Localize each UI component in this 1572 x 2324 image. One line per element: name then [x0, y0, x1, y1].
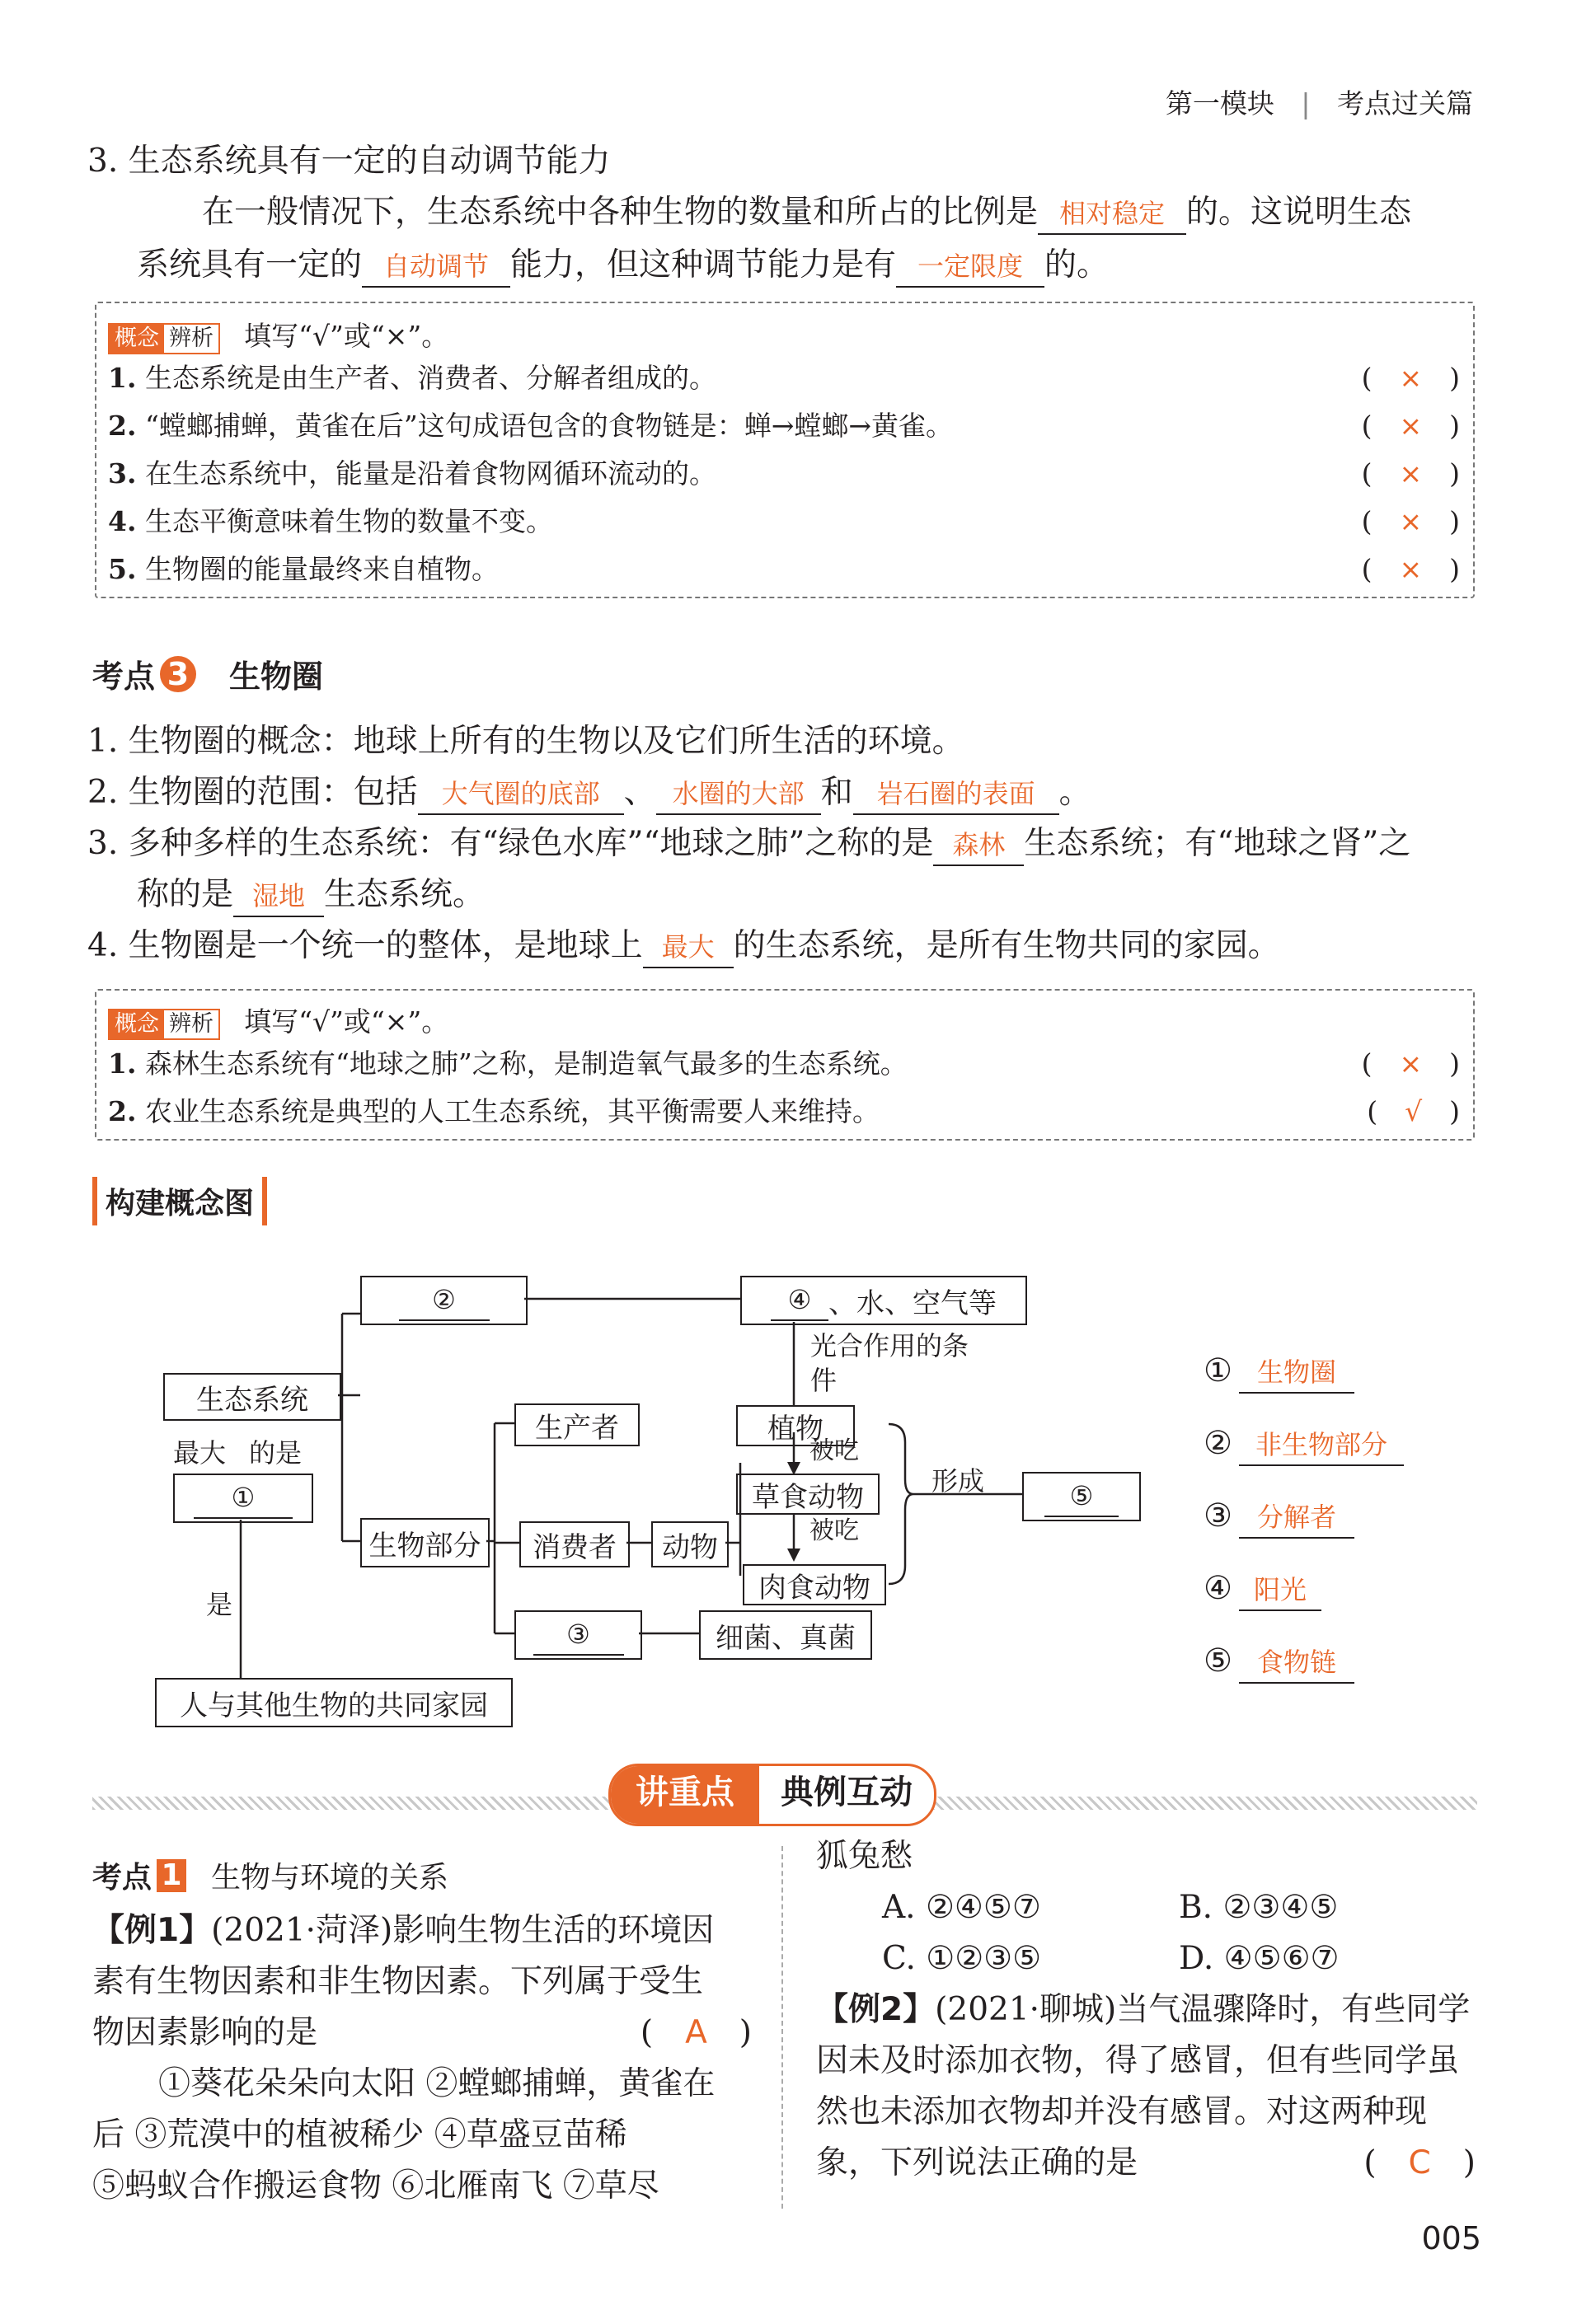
answer-blank: 湿地	[233, 876, 324, 917]
concept-map-heading: 构建概念图	[92, 1177, 267, 1225]
answer-blank: 岩石圈的表面	[853, 774, 1059, 815]
label-eaten-2: 被吃	[809, 1516, 859, 1545]
node-herbivore: 草食动物	[736, 1474, 880, 1515]
node-c1: ①	[173, 1474, 313, 1523]
box2-instruction: 填写“√”或“×”。	[244, 1005, 449, 1038]
node-consumer: 消费者	[519, 1521, 630, 1567]
label-de-shi: 的是	[249, 1437, 303, 1469]
section-banner	[608, 1764, 936, 1826]
answer-blank: 森林	[933, 825, 1024, 866]
list-item: 4. 生态平衡意味着生物的数量不变。 ( × )	[108, 505, 1460, 537]
kp3-number-badge: 3	[160, 656, 196, 692]
list-item: 5. 生物圈的能量最终来自植物。 ( × )	[108, 553, 1460, 585]
kp1-title: 生物与环境的关系	[211, 1861, 449, 1895]
node-c2: ②	[360, 1276, 528, 1325]
right-column: 狐兔愁 A. ②④⑤⑦ B. ②③④⑤ C. ①②③⑤ D. ④⑤⑥⑦ 【例2】(2021·聊城)当气温骤降时，有些同学 因未及时添加衣物，得了感冒，但有些同学虽 然也未添加衣物却并没有感冒。对这两种现 象，下列说法正确的是 ( C )	[816, 1838, 1476, 2181]
kp3-heading: 考点 3 生物圈	[92, 651, 323, 696]
list-item: 2. 农业生态系统是典型的人工生态系统，其平衡需要人来维持。 ( √ )	[108, 1095, 1460, 1127]
concept-map-answers	[1204, 1335, 1404, 1698]
answer-row: ③ 分解者	[1204, 1480, 1404, 1553]
node-plant: 植物	[736, 1405, 855, 1446]
module-label: 第一模块	[1165, 87, 1274, 119]
kp3-line3: 3. 多种多样的生态系统：有“绿色水库”“地球之肺”之称的是 森林 生态系统；有“地球之肾”之	[87, 819, 1410, 869]
concept-tag: 概念 辨析	[108, 1009, 220, 1040]
concept-tag: 概念 辨析	[108, 323, 220, 354]
node-home: 人与其他生物的共同家园	[155, 1678, 513, 1727]
answer-row: ② 非生物部分	[1204, 1408, 1404, 1480]
node-producer: 生产者	[514, 1403, 640, 1446]
label-eaten-1: 被吃	[809, 1436, 859, 1465]
node-c5: ⑤	[1022, 1472, 1141, 1521]
kp3-line2: 2. 生物圈的范围：包括 大气圈的底部 、 水圈的大部 和 岩石圈的表面 。	[87, 768, 1091, 818]
answer-row: ⑤ 食物链	[1204, 1625, 1404, 1698]
answer-blank: 自动调节	[362, 246, 510, 288]
kp3-line4: 称的是 湿地 生态系统。	[137, 870, 485, 920]
list-item: 1. 生态系统是由生产者、消费者、分解者组成的。 ( × )	[108, 362, 1460, 394]
example-1: 【例1】(2021·菏泽)影响生物生活的环境因 素有生物因素和非生物因素。下列属于受生 物因素影响的是 ( A ) ①葵花朵朵向太阳 ②螳螂捕蝉，黄雀在 后 ③荒漠中的植被稀少 ④草盛豆苗稀 ⑤蚂蚁合作搬运食物 ⑥北雁南飞 ⑦草尽	[92, 1912, 752, 2205]
answer-row: ① 生物圈	[1204, 1335, 1404, 1408]
section-label: 考点过关篇	[1337, 87, 1473, 119]
node-c3: ③	[514, 1610, 642, 1660]
kp3-title: 生物圈	[229, 658, 324, 695]
kp3-line1: 1. 生物圈的概念：地球上所有的生物以及它们所生活的环境。	[87, 723, 964, 760]
answer-blank: 大气圈的底部	[418, 774, 624, 815]
answer-blank: 水圈的大部	[656, 774, 821, 815]
banner-left: 讲重点	[611, 1766, 759, 1824]
list-item: 1. 森林生态系统有“地球之肺”之称，是制造氧气最多的生态系统。 ( × )	[108, 1047, 1460, 1080]
answer-blank: 相对稳定	[1038, 194, 1186, 235]
option-d: D. ④⑤⑥⑦	[1179, 1940, 1340, 1977]
example-2-answer: C	[1408, 2144, 1431, 2181]
option-c: C. ①②③⑤	[882, 1940, 1042, 1977]
label-largest: 最大	[173, 1437, 227, 1469]
page-number: 005	[1421, 2220, 1481, 2256]
example-1-label: 【例1】	[92, 1912, 212, 1949]
label-form: 形成	[931, 1465, 985, 1497]
kp1-heading: 考点 1 生物与环境的关系	[92, 1854, 448, 1896]
sec3-para-line2: 系统具有一定的 自动调节 能力，但这种调节能力是有 一定限度 的。	[137, 241, 1109, 290]
node-fungi: 细菌、真菌	[699, 1610, 872, 1660]
node-ecosystem: 生态系统	[163, 1373, 341, 1421]
example-1-answer: A	[685, 2014, 707, 2051]
kp1-number-badge: 1	[157, 1859, 186, 1892]
node-photosynthesis: 光合作用的条件	[810, 1330, 969, 1396]
node-animal: 动物	[651, 1521, 729, 1567]
node-bio-part: 生物部分	[360, 1518, 490, 1567]
answer-row: ④ 阳光	[1204, 1553, 1404, 1625]
list-item: 2. “螳螂捕蝉，黄雀在后”这句成语包含的食物链是：蝉→螳螂→黄雀。 ( × )	[108, 410, 1460, 442]
box1-instruction: 填写“√”或“×”。	[244, 320, 449, 352]
answer-blank: 一定限度	[896, 246, 1044, 288]
node-c4: ④ 、水、空气等	[740, 1276, 1027, 1325]
label-shi: 是	[206, 1589, 233, 1620]
sec3-para-line1: 在一般情况下，生态系统中各种生物的数量和所占的比例是 相对稳定 的。这说明生态	[202, 188, 1411, 237]
sec3-title: 3. 生态系统具有一定的自动调节能力	[87, 143, 611, 180]
example-2-label: 【例2】	[816, 1991, 936, 2028]
option-b: B. ②③④⑤	[1179, 1889, 1339, 1926]
header-divider: |	[1301, 87, 1311, 119]
banner-right: 典例互动	[781, 1773, 913, 1811]
kp3-line5: 4. 生物圈是一个统一的整体，是地球上 最大 的生态系统，是所有生物共同的家园。	[87, 921, 1280, 971]
list-item: 3. 在生态系统中，能量是沿着食物网循环流动的。 ( × )	[108, 457, 1460, 490]
answer-blank: 最大	[643, 927, 734, 968]
option-a: A. ②④⑤⑦	[882, 1889, 1041, 1926]
node-carnivore: 肉食动物	[743, 1564, 886, 1605]
column-divider	[781, 1846, 783, 2209]
